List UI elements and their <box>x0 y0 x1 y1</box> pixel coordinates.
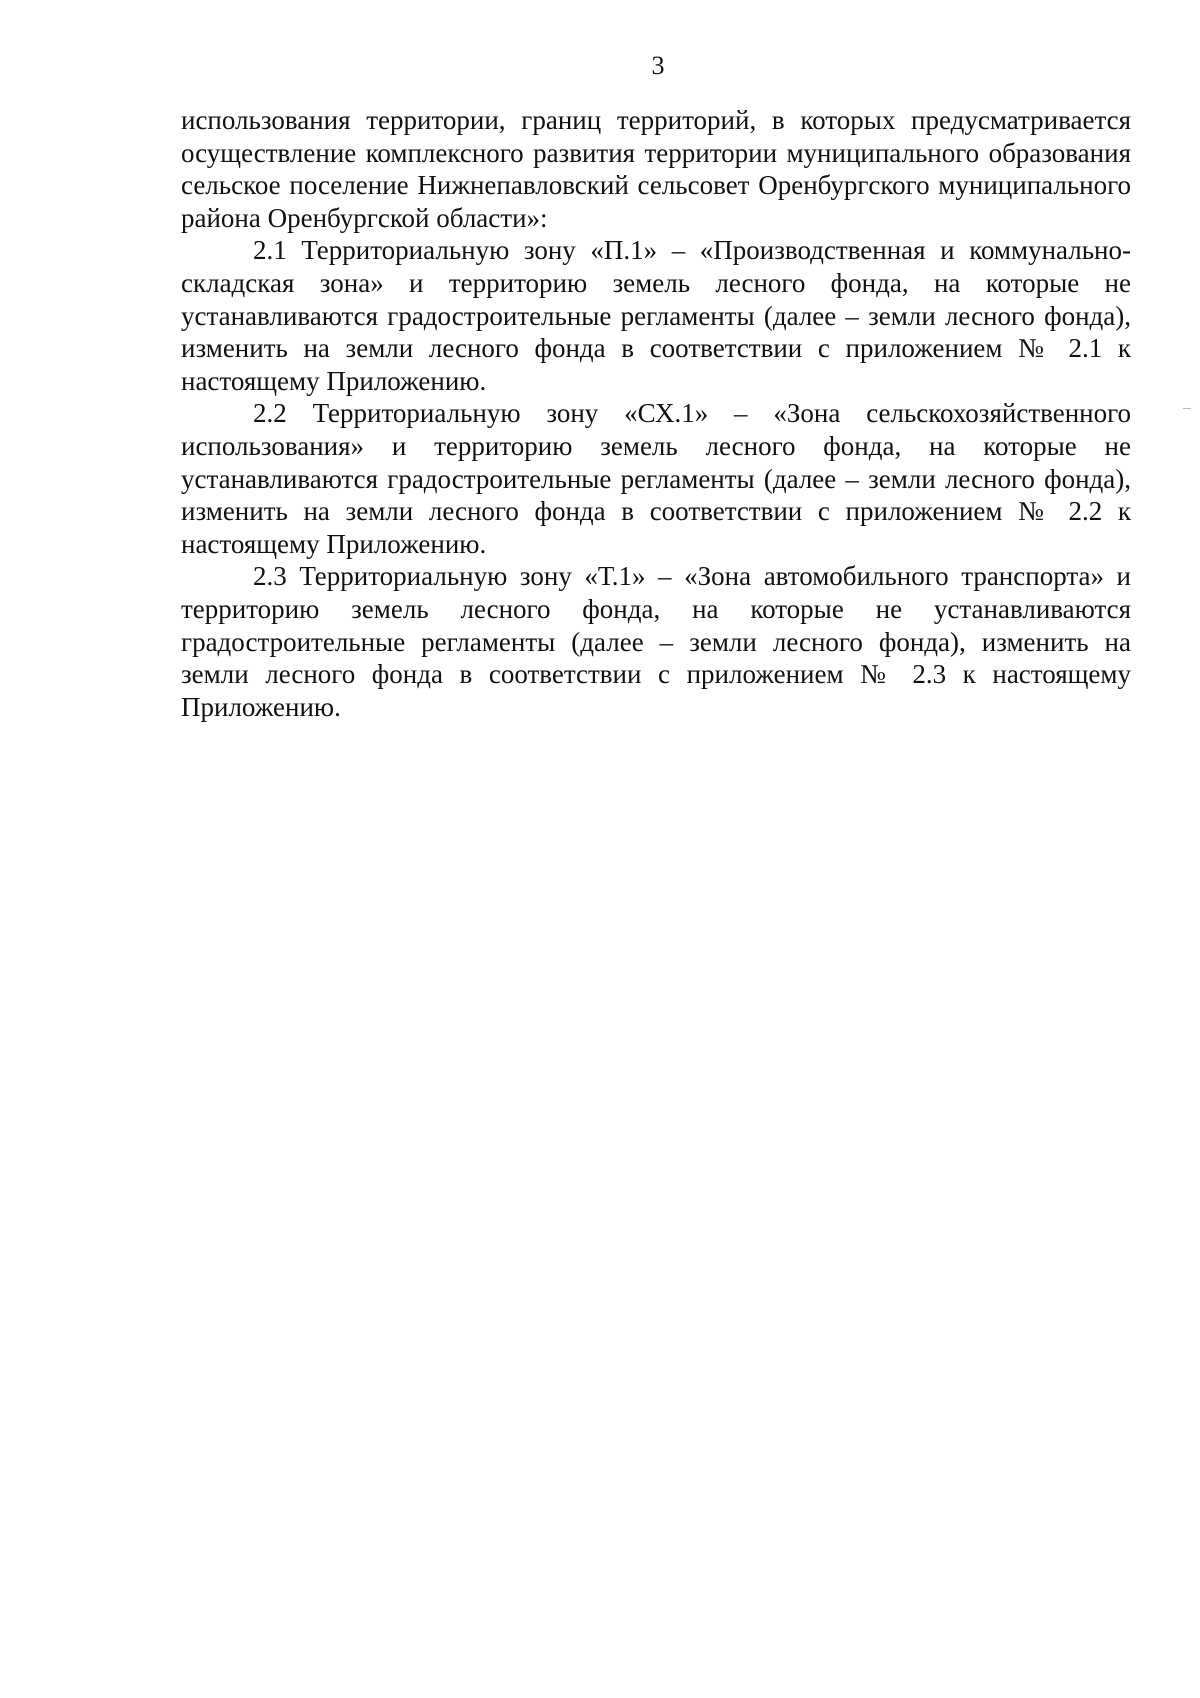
paragraph-2-1: 2.1 Территориальную зону «П.1» – «Производственная и коммунально-складская зона» и территорию земель лесного фонда, на которые не устанавливаются градостроительные регламенты (далее – земли лесного фонда), изменить на земли лесного фонда в соответствии с приложением № 2.1 к настоящему Приложению. <box>181 235 1131 396</box>
paragraph-continuation: использования территории, границ территорий, в которых предусматривается осуществление комплексного развития территории муниципального образования сельское поселение Нижнепавловский сельсовет Оренбургского муниципального района Оренбургской области»: <box>181 105 1131 233</box>
page-number <box>0 50 1200 82</box>
page-number-text: 3 <box>651 51 665 80</box>
paragraph-2-3: 2.3 Территориальную зону «Т.1» – «Зона автомобильного транспорта» и территорию земель лесного фонда, на которые не устанавливаются градостроительные регламенты (далее – земли лесного фонда), изменить на земли лесного фонда в соответствии с приложением № 2.3 к настоящему Приложению. <box>181 561 1131 722</box>
document-body <box>181 104 1131 723</box>
scan-artifact <box>1183 408 1191 409</box>
paragraph-2-2: 2.2 Территориальную зону «СХ.1» – «Зона сельскохозяйственного использования» и территорию земель лесного фонда, на которые не устанавливаются градостроительные регламенты (далее – земли лесного фонда), изменить на земли лесного фонда в соответствии с приложением № 2.2 к настоящему Приложению. <box>181 398 1131 559</box>
